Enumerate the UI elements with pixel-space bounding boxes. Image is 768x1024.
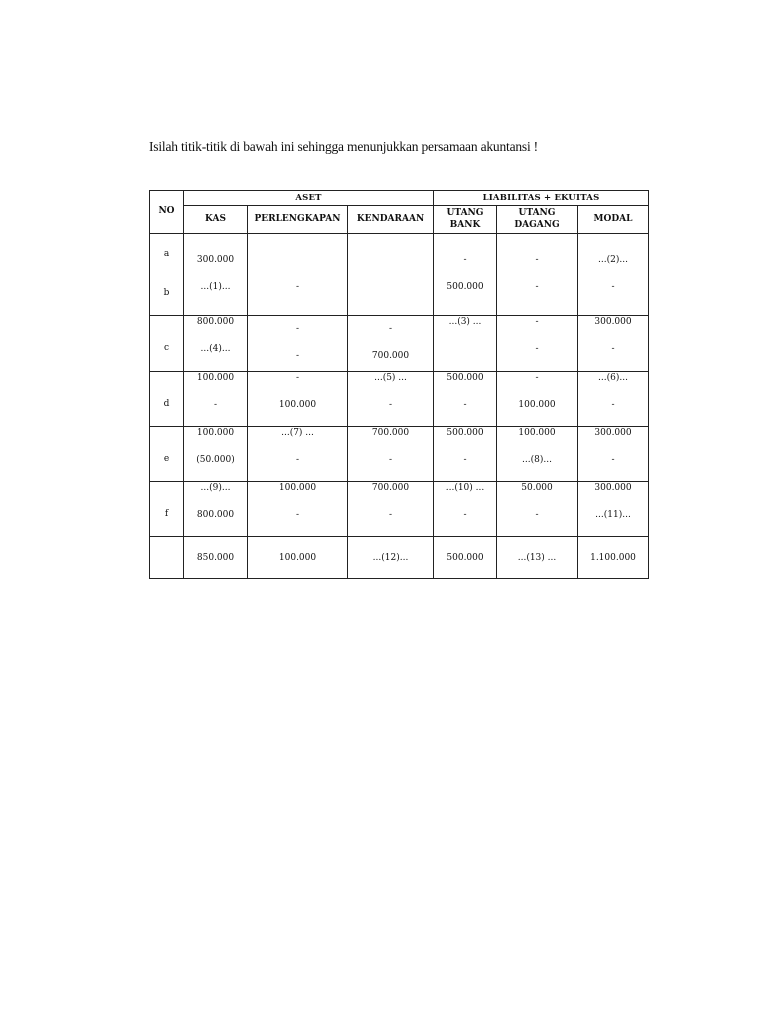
- cell-value: -: [463, 400, 467, 410]
- cell-value: ...(4)...: [200, 344, 231, 354]
- kendaraan-cell: [348, 427, 434, 482]
- table-row: [150, 482, 649, 537]
- total-utang-dagang: ...(13) ...: [497, 537, 578, 579]
- cell-value: -: [535, 317, 539, 327]
- perlengkapan-cell: [248, 427, 348, 482]
- cell-value: 300.000: [594, 317, 632, 327]
- header-group-liabilitas-ekuitas: LIABILITAS + EKUITAS: [434, 191, 649, 206]
- row-no-label: f: [164, 509, 169, 519]
- cell-value: -: [535, 373, 539, 383]
- header-utang-bank: UTANG BANK: [434, 206, 497, 234]
- header-perlengkapan: PERLENGKAPAN: [248, 206, 348, 234]
- cell-value: -: [213, 400, 218, 410]
- cell-value: -: [295, 455, 300, 465]
- utang-dagang-cell: [497, 427, 578, 482]
- cell-value: 300.000: [594, 483, 632, 493]
- row-no-cell: [150, 482, 184, 537]
- kendaraan-cell: [348, 234, 434, 316]
- cell-value: -: [295, 351, 300, 361]
- header-group-aset: ASET: [184, 191, 434, 206]
- kendaraan-cell: [348, 372, 434, 427]
- cell-value: 100.000: [196, 428, 235, 438]
- utang-dagang-cell: [497, 234, 578, 316]
- cell-value: -: [295, 510, 300, 520]
- cell-value: -: [535, 255, 539, 265]
- utang-bank-cell: [434, 316, 497, 372]
- cell-value: 700.000: [371, 351, 410, 361]
- cell-value: ...(1)...: [200, 282, 231, 292]
- header-kendaraan: KENDARAAN: [348, 206, 434, 234]
- modal-cell: [578, 316, 649, 372]
- modal-cell: [578, 372, 649, 427]
- modal-cell: [578, 427, 649, 482]
- table-row: [150, 234, 649, 316]
- row-no-label: e: [163, 454, 170, 464]
- utang-dagang-cell: [497, 482, 578, 537]
- row-no-label: c: [163, 343, 170, 353]
- table-row: [150, 372, 649, 427]
- header-kas: KAS: [184, 206, 248, 234]
- total-utang-bank: 500.000: [434, 537, 497, 579]
- cell-value: 500.000: [446, 373, 484, 383]
- cell-value: ...(11)...: [595, 510, 631, 520]
- cell-value: 700.000: [371, 428, 410, 438]
- utang-bank-cell: [434, 234, 497, 316]
- total-perlengkapan: 100.000: [248, 537, 348, 579]
- cell-value: -: [463, 255, 467, 265]
- kas-cell: [184, 234, 248, 316]
- table-row: [150, 316, 649, 372]
- cell-value: -: [535, 510, 539, 520]
- cell-value: -: [295, 373, 300, 383]
- cell-value: ...(6)...: [598, 373, 628, 383]
- row-no-label: d: [163, 399, 170, 409]
- cell-value: -: [388, 400, 393, 410]
- kendaraan-cell: [348, 316, 434, 372]
- cell-value: 100.000: [278, 483, 317, 493]
- cell-value: 800.000: [196, 510, 235, 520]
- table-row: [150, 427, 649, 482]
- perlengkapan-cell: [248, 372, 348, 427]
- cell-value: -: [611, 282, 615, 292]
- cell-value: -: [463, 455, 467, 465]
- cell-value: 700.000: [371, 483, 410, 493]
- cell-value: -: [388, 455, 393, 465]
- cell-value: ...(7) ...: [281, 428, 314, 438]
- cell-value: ...(2)...: [598, 255, 628, 265]
- cell-value: 100.000: [196, 373, 235, 383]
- cell-value: 100.000: [278, 400, 317, 410]
- row-no-cell: [150, 316, 184, 372]
- cell-value: -: [535, 344, 539, 354]
- row-no-cell: [150, 427, 184, 482]
- total-kas: 850.000: [184, 537, 248, 579]
- kas-cell: [184, 316, 248, 372]
- cell-value: -: [611, 344, 615, 354]
- modal-cell: [578, 234, 649, 316]
- row-no-label: b: [163, 288, 170, 298]
- cell-value: (50.000): [196, 455, 235, 465]
- total-no-cell: [150, 537, 184, 579]
- cell-value: -: [295, 282, 300, 292]
- perlengkapan-cell: [248, 482, 348, 537]
- cell-value: ...(5) ...: [374, 373, 407, 383]
- perlengkapan-cell: [248, 316, 348, 372]
- total-row: [150, 537, 649, 579]
- cell-value: 100.000: [518, 428, 556, 438]
- kas-cell: [184, 482, 248, 537]
- total-modal: 1.100.000: [578, 537, 649, 579]
- cell-value: ...(3) ...: [448, 317, 482, 327]
- cell-value: ...(10) ...: [445, 483, 485, 493]
- cell-value: 300.000: [196, 255, 235, 265]
- utang-bank-cell: [434, 372, 497, 427]
- kas-cell: [184, 372, 248, 427]
- modal-cell: [578, 482, 649, 537]
- cell-value: ...(8)...: [522, 455, 552, 465]
- cell-value: 300.000: [594, 428, 632, 438]
- cell-value: -: [611, 400, 615, 410]
- utang-dagang-cell: [497, 372, 578, 427]
- total-kendaraan: ...(12)...: [348, 537, 434, 579]
- kendaraan-cell: [348, 482, 434, 537]
- row-no-cell: [150, 234, 184, 316]
- kas-cell: [184, 427, 248, 482]
- cell-value: -: [535, 282, 539, 292]
- cell-value: -: [295, 324, 300, 334]
- utang-bank-cell: [434, 482, 497, 537]
- cell-value: 800.000: [196, 317, 235, 327]
- header-no: NO: [150, 191, 184, 234]
- instruction-text: Isilah titik-titik di bawah ini sehingga menunjukkan persamaan akuntansi !: [149, 139, 538, 154]
- cell-value: 500.000: [446, 428, 484, 438]
- row-no-cell: [150, 372, 184, 427]
- perlengkapan-cell: [248, 234, 348, 316]
- header-modal: MODAL: [578, 206, 649, 234]
- cell-value: 50.000: [521, 483, 553, 493]
- cell-value: 500.000: [446, 282, 484, 292]
- cell-value: -: [463, 510, 467, 520]
- row-no-label: a: [163, 249, 170, 259]
- cell-value: -: [388, 324, 393, 334]
- cell-value: 100.000: [518, 400, 556, 410]
- cell-value: ...(9)...: [200, 483, 231, 493]
- cell-value: -: [611, 455, 615, 465]
- header-utang-dagang: UTANG DAGANG: [497, 206, 578, 234]
- utang-bank-cell: [434, 427, 497, 482]
- utang-dagang-cell: [497, 316, 578, 372]
- cell-value: -: [388, 510, 393, 520]
- accounting-equation-table: [149, 190, 649, 579]
